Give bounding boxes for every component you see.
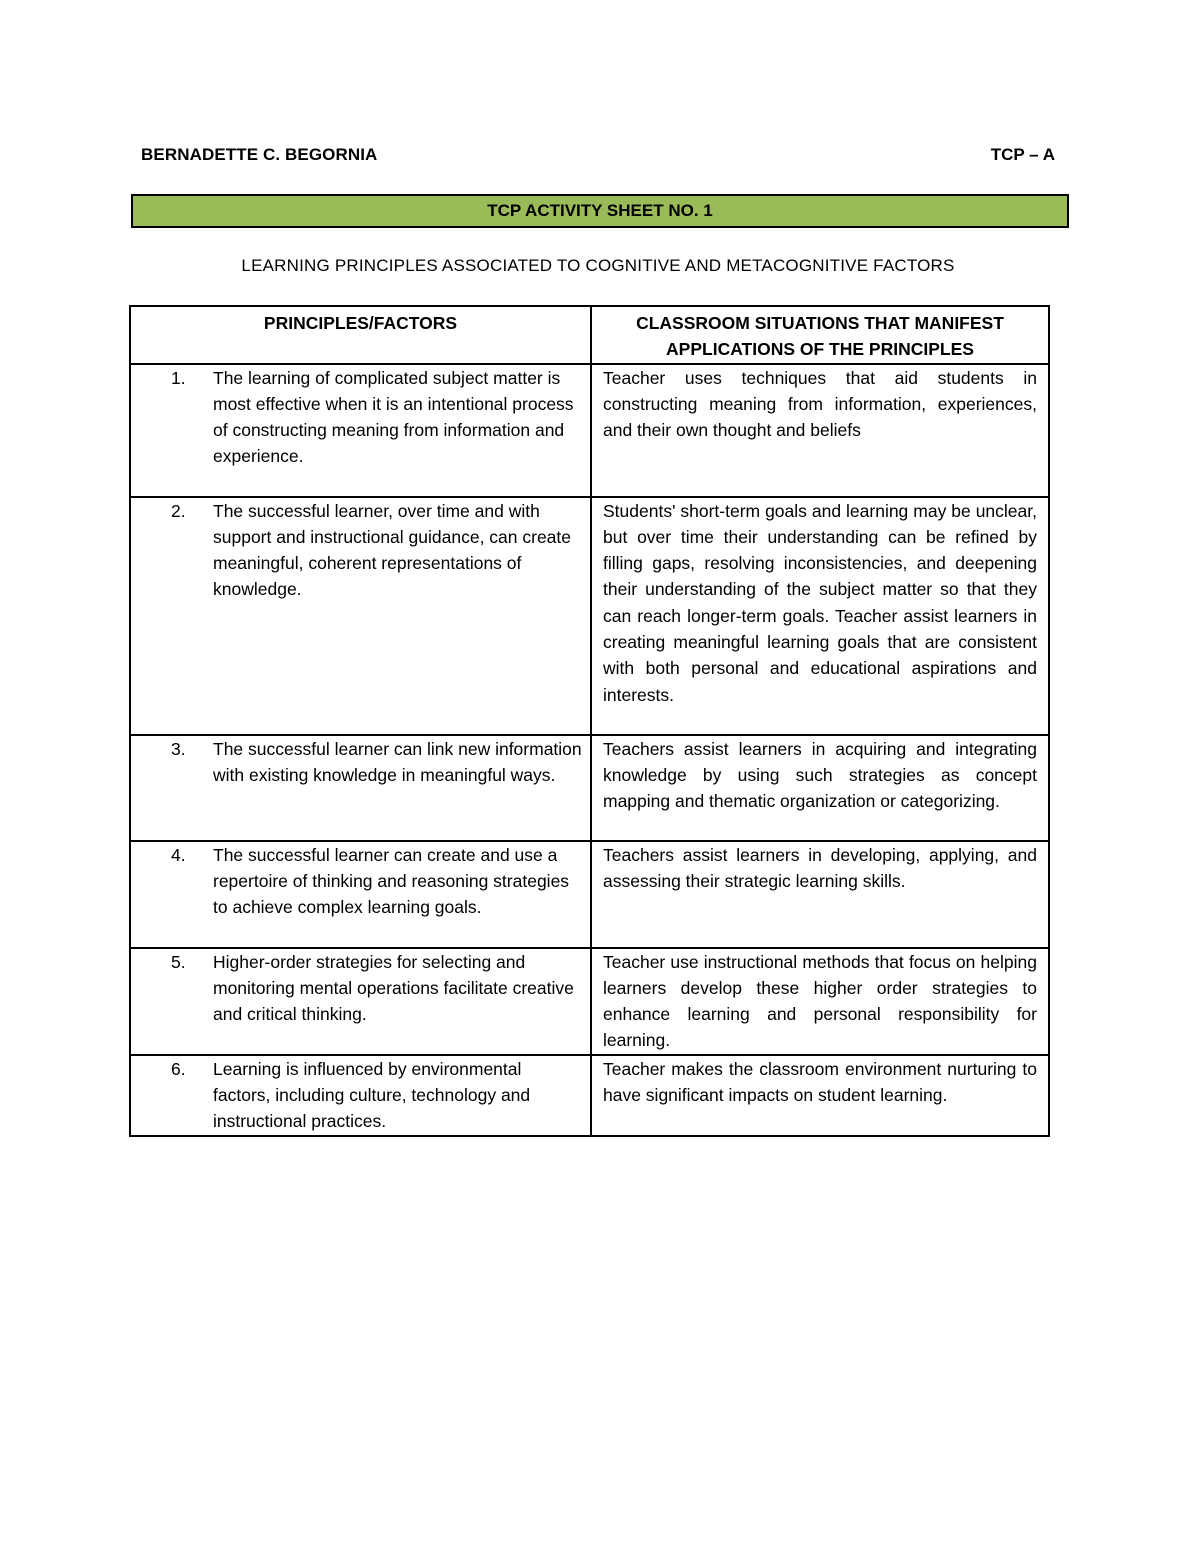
principle-cell	[130, 948, 591, 1055]
situation-cell	[591, 948, 1049, 1055]
table-row	[130, 948, 1049, 1055]
row-number: 2.	[171, 500, 186, 521]
situation-text: Teacher uses techniques that aid students in constructing meaning from information, experiences, and their own thought and beliefs	[603, 367, 1037, 441]
table-row	[130, 364, 1049, 497]
situation-cell	[591, 364, 1049, 497]
row-number: 6.	[171, 1058, 186, 1079]
principles-table	[129, 305, 1050, 1137]
principle-text: Higher-order strategies for selecting and monitoring mental operations facilitate creative and critical thinking.	[213, 951, 574, 1025]
column-header-principles: PRINCIPLES/FACTORS	[130, 306, 591, 364]
table-header-row	[130, 306, 1049, 364]
principle-cell	[130, 364, 591, 497]
principle-text: The successful learner can link new information with existing knowledge in meaningful ways.	[213, 738, 582, 785]
situation-text: Teachers assist learners in acquiring and integrating knowledge by using such strategies as concept mapping and thematic organization or categorizing.	[603, 738, 1037, 812]
situation-cell	[591, 841, 1049, 948]
row-number: 4.	[171, 844, 186, 865]
author-name: BERNADETTE C. BEGORNIA	[141, 145, 378, 164]
principle-text: The successful learner, over time and with support and instructional guidance, can create meaningful, coherent representations of knowledge.	[213, 500, 572, 600]
document-subtitle: LEARNING PRINCIPLES ASSOCIATED TO COGNITIVE AND METACOGNITIVE FACTORS	[241, 256, 955, 275]
table-row	[130, 1055, 1049, 1136]
table-row	[130, 841, 1049, 948]
situation-text: Teacher makes the classroom environment nurturing to have significant impacts on student learning.	[603, 1058, 1037, 1106]
principle-text: The successful learner can create and use a repertoire of thinking and reasoning strategies to achieve complex learning goals.	[213, 844, 570, 918]
principle-cell	[130, 1055, 591, 1136]
column-header-situations: CLASSROOM SITUATIONS THAT MANIFEST APPLICATIONS OF THE PRINCIPLES	[591, 306, 1049, 364]
row-number: 3.	[171, 738, 186, 759]
principle-text: The learning of complicated subject matter is most effective when it is an intentional process of constructing meaning from information and experience.	[213, 367, 574, 467]
principle-cell	[130, 735, 591, 841]
situation-cell	[591, 1055, 1049, 1136]
section-code: TCP – A	[990, 145, 1055, 164]
situation-cell	[591, 735, 1049, 841]
situation-cell	[591, 497, 1049, 735]
principle-cell	[130, 841, 591, 948]
table-row	[130, 497, 1049, 735]
table-row	[130, 735, 1049, 841]
principle-cell	[130, 497, 591, 735]
situation-text: Teachers assist learners in developing, applying, and assessing their strategic learning skills.	[603, 844, 1037, 891]
situation-text: Students' short-term goals and learning may be unclear, but over time their understanding can be refined by filling gaps, resolving inconsistencies, and deepening their understanding of the subject matter so that they can reach longer-term goals. Teacher assist learners in creating meaningful learning goals that are consistent with both personal and educational aspirations and interests.	[603, 500, 1037, 705]
principle-text: Learning is influenced by environmental factors, including culture, technology and instructional practices.	[213, 1058, 531, 1132]
situation-text: Teacher use instructional methods that focus on helping learners develop these higher order strategies to enhance learning and personal responsibility for learning.	[603, 951, 1037, 1051]
row-number: 1.	[171, 367, 186, 388]
row-number: 5.	[171, 951, 186, 972]
activity-sheet-title: TCP ACTIVITY SHEET NO. 1	[131, 194, 1069, 228]
